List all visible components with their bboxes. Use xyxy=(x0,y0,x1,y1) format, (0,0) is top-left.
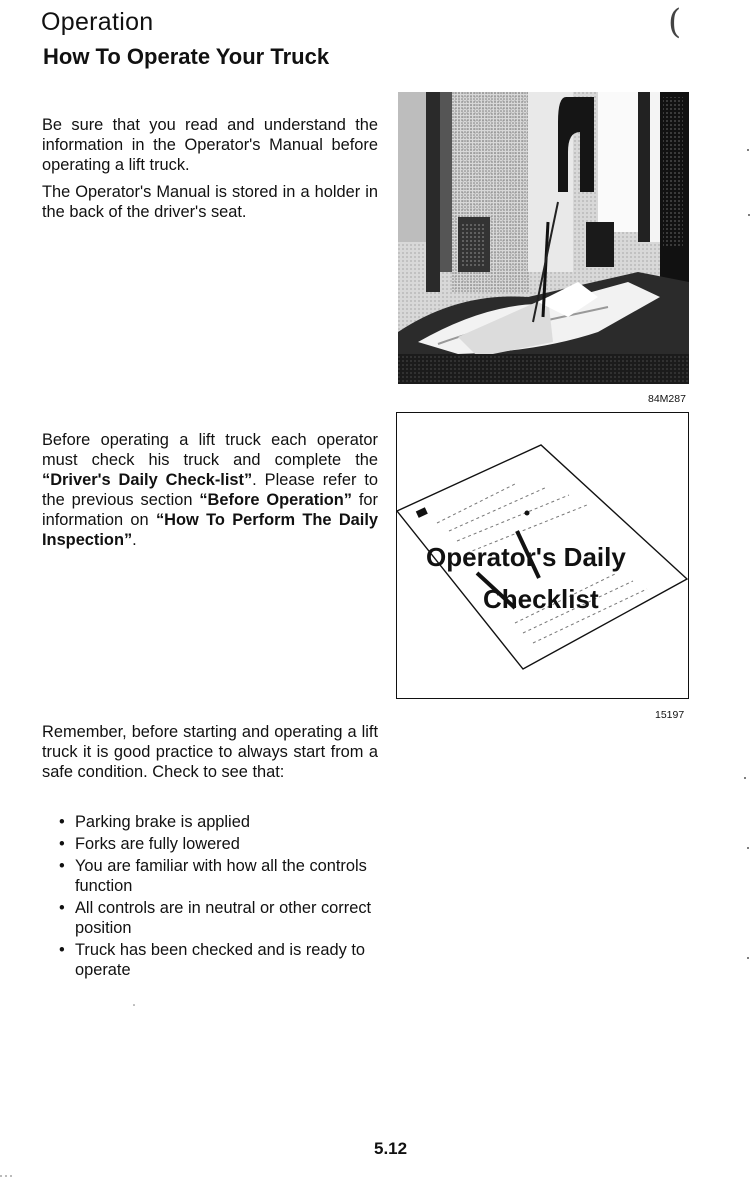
page-heading: How To Operate Your Truck xyxy=(43,44,330,69)
photo-illustration xyxy=(398,92,689,384)
list-item: • Parking brake is applied xyxy=(58,812,378,832)
checklist-name: “Driver's Daily Check-list” xyxy=(42,471,253,489)
paragraph-read-manual: Be sure that you read and understand the information in the Operator's Manual before operating a lift truck. xyxy=(42,116,378,174)
paragraph-manual-location: The Operator's Manual is stored in a holder in the back of the driver's seat. xyxy=(42,183,378,221)
manual-holder-photo xyxy=(398,92,689,384)
list-item: • Forks are fully lowered xyxy=(58,834,378,854)
daily-checklist-illustration xyxy=(396,412,689,699)
paragraph-remember: Remember, before starting and operating a lift truck it is good practice to always start from a safe condition. Check to see that: xyxy=(42,723,378,781)
section-title: Operation xyxy=(41,8,154,36)
list-item: • You are familiar with how all the controls function xyxy=(58,856,378,896)
daily-check-text: . xyxy=(132,531,137,549)
daily-inspection-ref: “How To Perform The Daily Inspection” xyxy=(42,511,378,549)
page-number: 5.12 xyxy=(374,1139,408,1158)
before-operation-ref: “Before Operation” xyxy=(199,491,352,509)
binding-mark: ( xyxy=(668,2,682,42)
daily-check-text: Before operating a lift truck each operator must check his truck and complete the xyxy=(42,431,378,469)
checklist-caption: 15197 xyxy=(655,709,685,721)
daily-check-text: for information on xyxy=(42,491,378,529)
checklist-title-line1: Operator's Daily xyxy=(426,542,626,572)
list-item: • Truck has been checked and is ready to operate xyxy=(58,940,378,980)
photo-caption: 84M287 xyxy=(648,393,686,405)
daily-check-text: . Please refer to the previous section xyxy=(42,471,379,509)
list-item: • All controls are in neutral or other correct position xyxy=(58,898,378,938)
safety-checklist xyxy=(58,812,378,982)
paragraph-daily-check xyxy=(42,430,378,550)
checklist-title-line2: Checklist xyxy=(483,584,599,614)
